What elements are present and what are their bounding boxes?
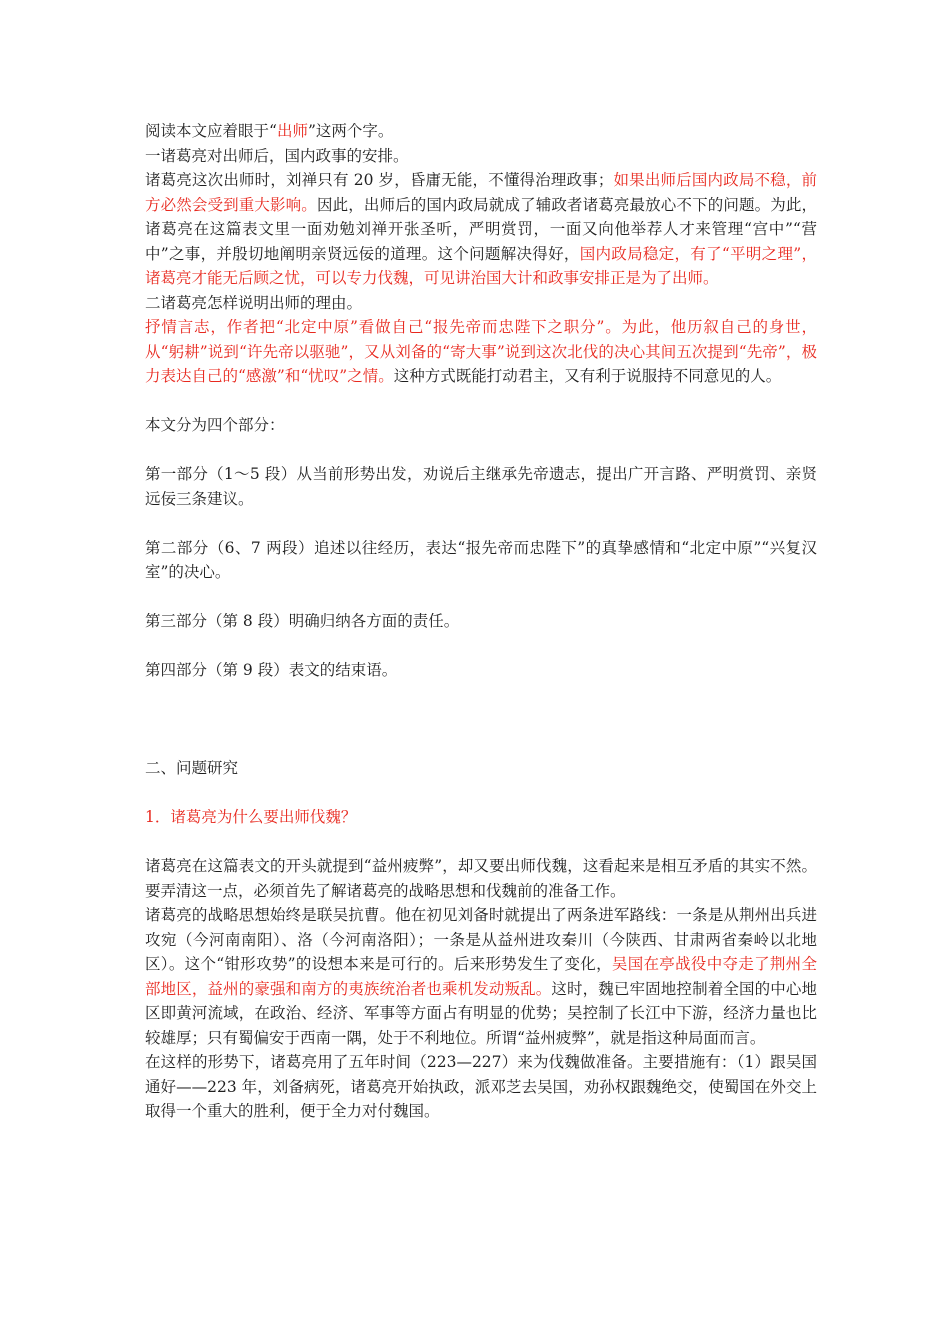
intro-line: 阅读本文应着眼于“出师”这两个字。 (145, 122, 394, 140)
part-4: 第四部分（第 9 段）表文的结束语。 (145, 661, 398, 679)
paragraph-3: 诸葛亮在这篇表文的开头就提到“益州疲弊”，却又要出师伐魏，这看起来是相互矛盾的其实不然。要弄清这一点，必须首先了解诸葛亮的战略思想和伐魏前的准备工作。 (145, 857, 817, 900)
highlight-text: 国内政局稳定，有了“平明之理”，诸葛亮才能无后顾之忧，可以专力伐魏，可见讲治国大计和政事安排正是为了出师。 (145, 244, 817, 287)
paragraph-5: 在这样的形势下，诸葛亮用了五年时间（223—227）来为伐魏做准备。主要措施有：（1）跟吴国通好——223 年，刘备病死，诸葛亮开始执政，派邓芝去吴国，劝孙权跟魏绝交，使蜀国在外交上取得一个重大的胜利，便于全力对付魏国。 (145, 1053, 817, 1120)
part-2: 第二部分（6、7 两段）追述以往经历，表达“报先帝而忠陛下”的真挚感情和“北定中原”“兴复汉室”的决心。 (145, 538, 817, 581)
paragraph-4: 诸葛亮的战略思想始终是联吴抗曹。他在初见刘备时就提出了两条进军路线：一条是从荆州出兵进攻宛（今河南南阳）、洛（今河南洛阳）；一条是从益州进攻秦川（今陕西、甘肃两省秦岭以北地区）。这个“钳形攻势”的设想本来是可行的。后来形势发生了变化，吴国在亭战役中夺走了荆州全部地区，益州的豪强和南方的夷族统治者也乘机发动叛乱。这时，魏已牢固地控制着全国的中心地区即黄河流域，在政治、经济、军事等方面占有明显的优势；吴控制了长江中下游，经济力量也比较雄厚；只有蜀偏安于西南一隅，处于不利地位。所谓“益州疲弊”，就是指这种局面而言。 (145, 906, 817, 1047)
paragraph-1: 诸葛亮这次出师时，刘禅只有 20 岁，昏庸无能，不懂得治理政事；如果出师后国内政局不稳，前方必然会受到重大影响。因此，出师后的国内政局就成了辅政者诸葛亮最放心不下的问题。为此，诸葛亮在这篇表文里一面劝勉刘禅开张圣听，严明赏罚，一面又向他举荐人才来管理“宫中”“营中”之事，并殷切地阐明亲贤远佞的道理。这个问题解决得好，国内政局稳定，有了“平明之理”，诸葛亮才能无后顾之忧，可以专力伐魏，可见讲治国大计和政事安排正是为了出师。 (145, 171, 817, 287)
highlight-text: 出师 (276, 122, 308, 140)
question-1: 1．诸葛亮为什么要出师伐魏？ (145, 808, 357, 826)
point2-title: 二诸葛亮怎样说明出师的理由。 (145, 293, 363, 312)
part-1: 第一部分（1～5 段）从当前形势出发，劝说后主继承先帝遗志，提出广开言路、严明赏罚、亲贤远佞三条建议。 (145, 465, 817, 508)
parts-intro: 本文分为四个部分： (145, 416, 285, 434)
paragraph-2: 抒情言志，作者把“北定中原”看做自己“报先帝而忠陛下之职分”。为此，他历叙自己的身世，从“躬耕”说到“许先帝以驱驰”，又从刘备的“寄大事”说到这次北伐的决心其间五次提到“先帝”，极力表达自己的“感激”和“忧叹”之情。这种方式既能打动君主，又有利于说服持不同意见的人。 (145, 318, 817, 385)
highlight-text: 抒情言志，作者把“北定中原”看做自己“报先帝而忠陛下之职分”。为此，他历叙自己的身世，从“躬耕”说到“许先帝以驱驰”，又从刘备的“寄大事”说到这次北伐的决心其间五次提到“先帝”，极力表达自己的“感激”和“忧叹”之情。 (145, 318, 817, 385)
part-3: 第三部分（第 8 段）明确归纳各方面的责任。 (145, 612, 460, 630)
highlight-text: 吴国在亭战役中夺走了荆州全部地区，益州的豪强和南方的夷族统治者也乘机发动叛乱。 (145, 955, 817, 998)
point1-title: 一诸葛亮对出师后，国内政事的安排。 (145, 146, 409, 165)
highlight-text: 如果出师后国内政局不稳，前方必然会受到重大影响。 (145, 171, 817, 214)
document-page (145, 119, 817, 1124)
section-heading: 二、问题研究 (145, 759, 239, 777)
